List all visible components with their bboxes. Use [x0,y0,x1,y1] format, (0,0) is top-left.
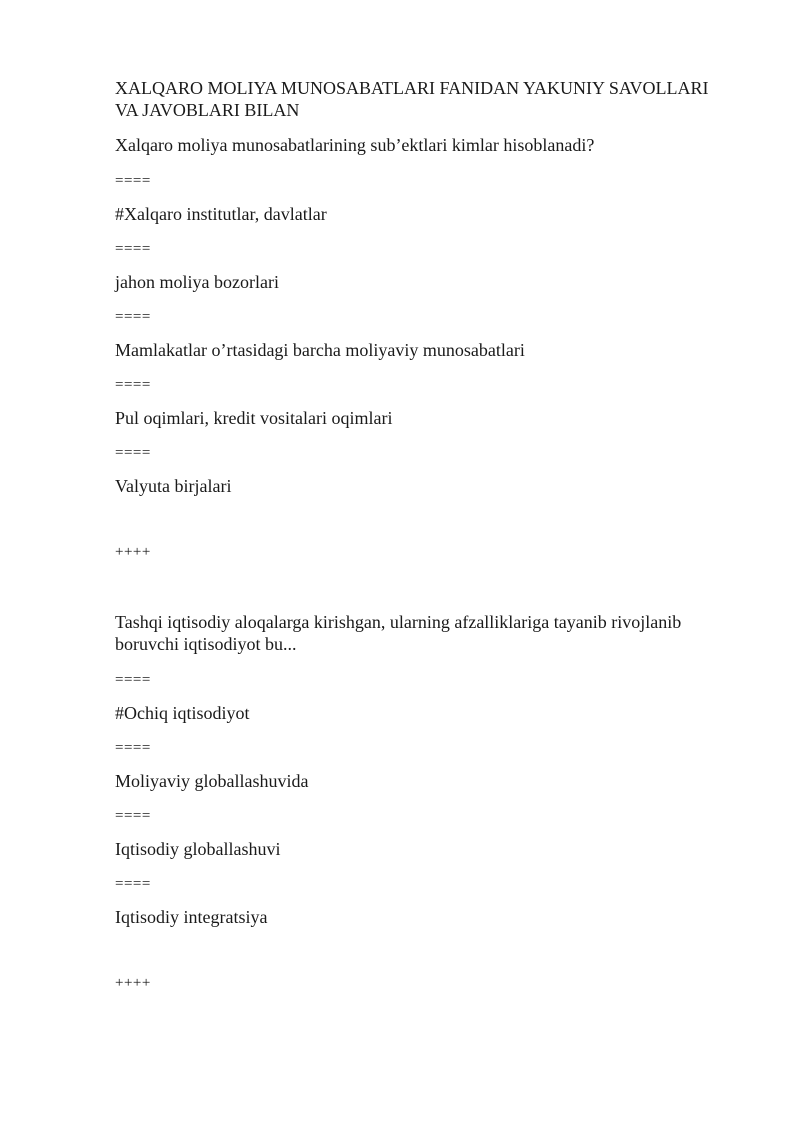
separator: ==== [115,808,151,824]
separator: ==== [115,740,151,756]
question-2-answer-1: #Ochiq iqtisodiyot [115,703,250,723]
question-2-end-marker: ++++ [115,975,151,991]
question-2-answer-4: Iqtisodiy integratsiya [115,907,268,927]
question-1-answer-3: Mamlakatlar o’rtasidagi barcha moliyaviy munosabatlari [115,340,525,360]
question-1-answer-2: jahon moliya bozorlari [115,272,279,292]
question-1-end-marker: ++++ [115,544,151,560]
question-2-text: Tashqi iqtisodiy aloqalarga kirishgan, ularning afzalliklariga tayanib rivojlanib boruvchi iqtisodiyot bu... [115,612,682,654]
separator: ==== [115,377,151,393]
question-1-text: Xalqaro moliya munosabatlarining sub’ektlari kimlar hisoblanadi? [115,135,595,155]
question-2-answer-2: Moliyaviy globallashuvida [115,771,309,791]
separator: ==== [115,445,151,461]
document-title: XALQARO MOLIYA MUNOSABATLARI FANIDAN YAKUNIY SAVOLLARI VA JAVOBLARI BILAN [115,78,709,120]
question-1-answer-4: Pul oqimlari, kredit vositalari oqimlari [115,408,393,428]
separator: ==== [115,876,151,892]
question-1-answer-1: #Xalqaro institutlar, davlatlar [115,204,327,224]
separator: ==== [115,241,151,257]
separator: ==== [115,309,151,325]
separator: ==== [115,672,151,688]
separator: ==== [115,173,151,189]
question-1-answer-5: Valyuta birjalari [115,476,232,496]
question-2-answer-3: Iqtisodiy globallashuvi [115,839,281,859]
